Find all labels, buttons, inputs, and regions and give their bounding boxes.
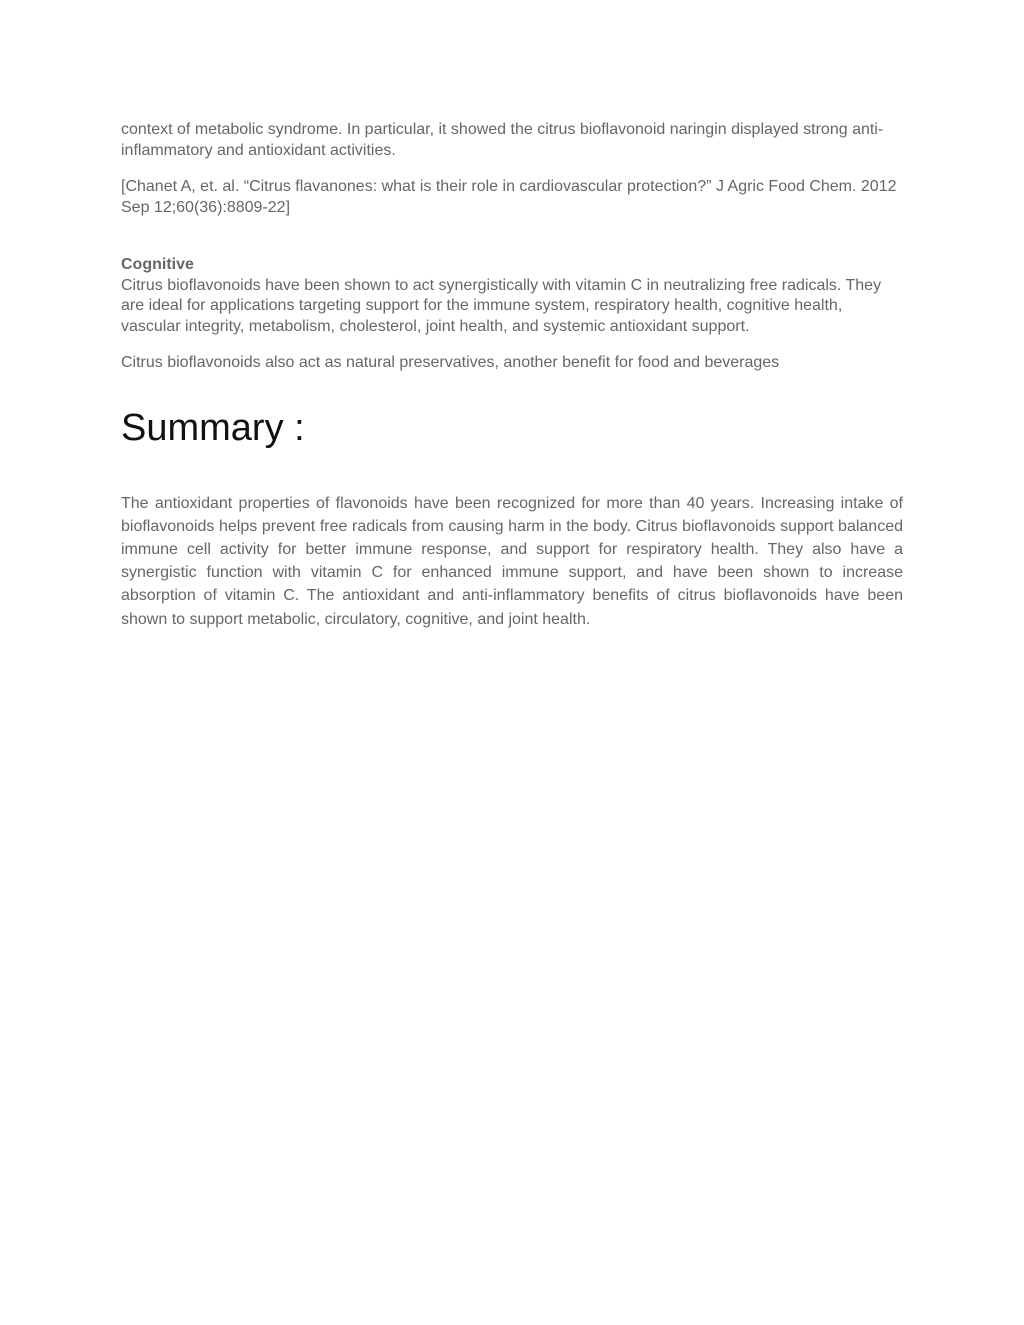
preservative-paragraph: Citrus bioflavonoids also act as natural preservatives, another benefit for food and beverages <box>121 354 780 371</box>
cognitive-paragraph: Citrus bioflavonoids have been shown to act synergistically with vitamin C in neutralizing free radicals. They are ideal for applications targeting support for the immune system, respiratory health, cognitive health, vascular integrity, metabolism, cholesterol, joint health, and systemic antioxidant support. <box>121 276 882 335</box>
summary-paragraph: The antioxidant properties of flavonoids have been recognized for more than 40 years. Increasing intake of bioflavonoids helps prevent free radicals from causing harm in the body. Citrus bioflavonoids support balanced immune cell activity for better immune response, and support for respiratory health. They also have a synergistic function with vitamin C for enhanced immune support, and have been shown to increase absorption of vitamin C. The antioxidant and anti-inflammatory benefits of citrus bioflavonoids have been shown to support metabolic, circulatory, cognitive, and joint health. <box>121 494 903 628</box>
summary-heading: Summary : <box>121 406 305 449</box>
document-page <box>121 120 903 631</box>
cognitive-heading: Cognitive <box>121 256 194 273</box>
citation-paragraph: [Chanet A, et. al. “Citrus flavanones: what is their role in cardiovascular protection?” J Agric Food Chem. 2012 Sep 12;60(36):8809-22] <box>121 178 897 216</box>
intro-paragraph: context of metabolic syndrome. In particular, it showed the citrus bioflavonoid naringin displayed strong anti-inflammatory and antioxidant activities. <box>121 121 884 159</box>
